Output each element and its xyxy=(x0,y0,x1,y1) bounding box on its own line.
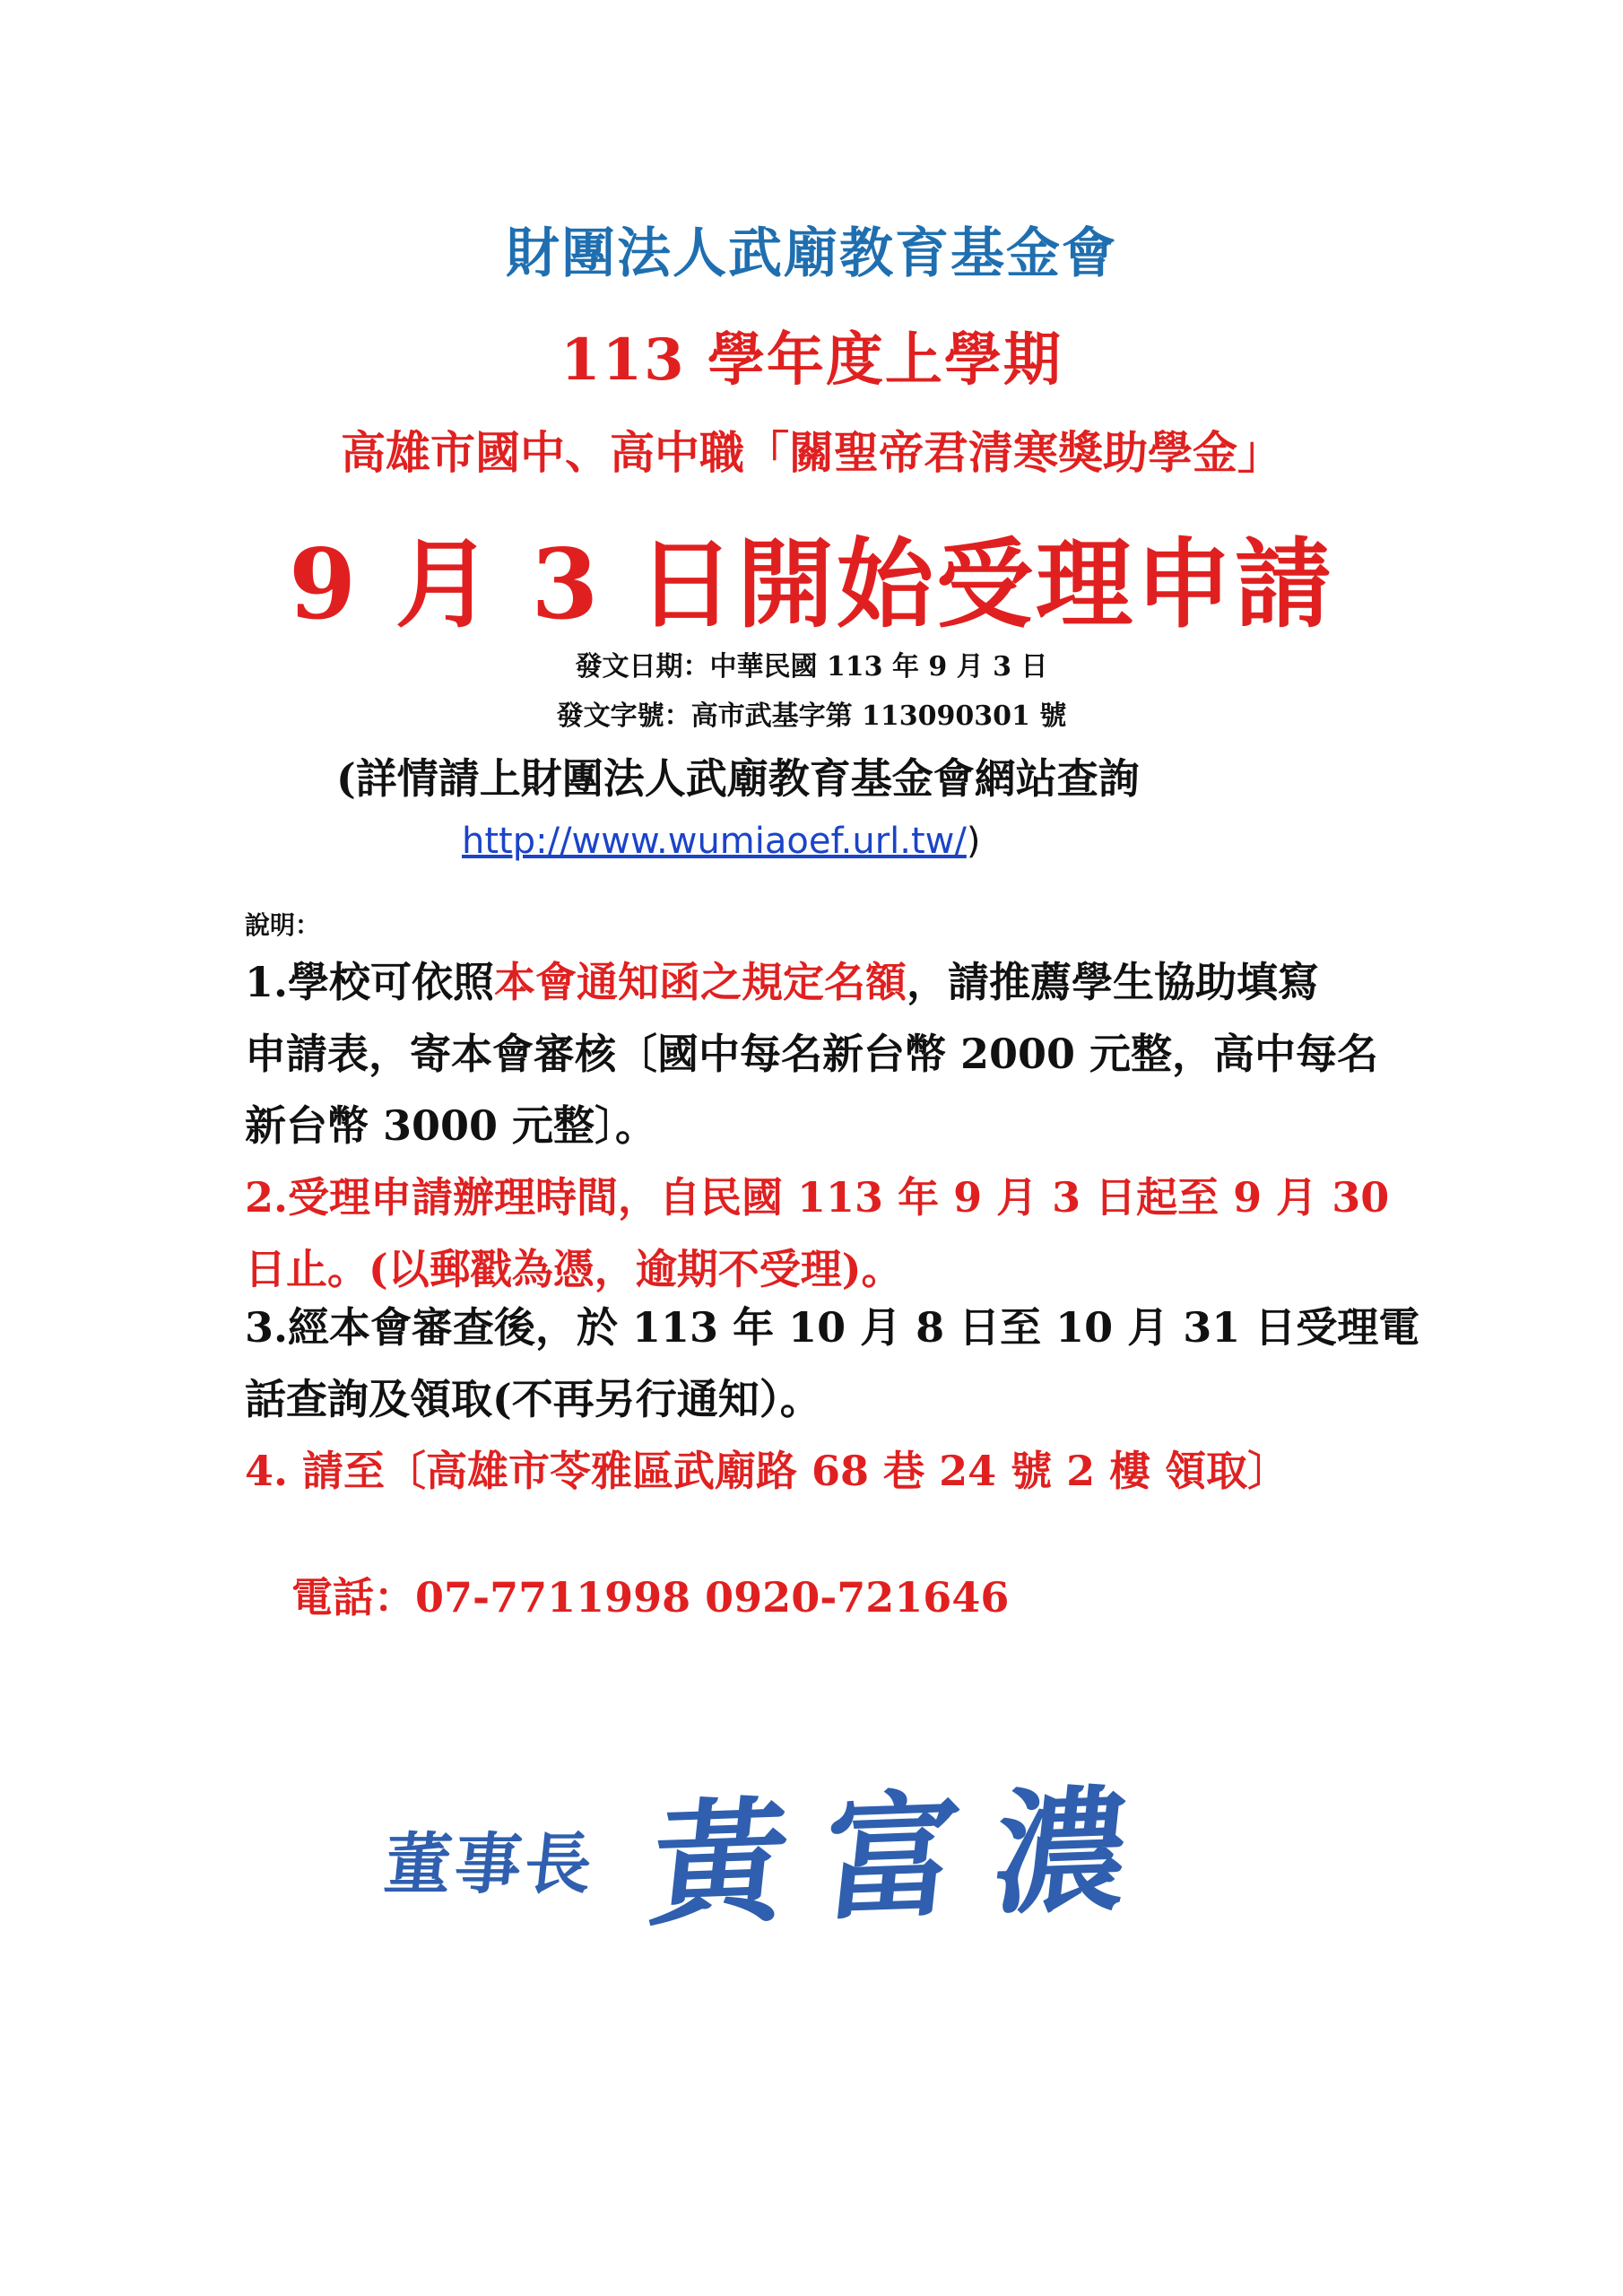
issue-date: 發文日期：中華民國 113 年 9 月 3 日 xyxy=(575,651,1048,683)
organization-title: 財團法人武廟教育基金會 xyxy=(506,222,1117,285)
issue-number: 發文字號：高市武基字第 113090301 號 xyxy=(556,700,1067,732)
item-1-highlight: 本會通知函之規定名額 xyxy=(494,958,907,1006)
item-2-line-1: 2.受理申請辦理時間，自民國 113 年 9 月 3 日起至 9 月 30 xyxy=(245,1173,1390,1222)
item-1-line-1-rest: ，請推薦學生協助填寫 xyxy=(907,958,1320,1006)
application-start-notice: 9 月 3 日開始受理申請 xyxy=(288,528,1335,641)
term-title: 113 學年度上學期 xyxy=(560,326,1063,394)
signature-title: 董事長 xyxy=(380,1826,599,1903)
item-3-line-2: 話查詢及領取(不再另行通知）。 xyxy=(245,1375,821,1423)
chairman-signature xyxy=(380,1749,1193,1955)
contact-phone: 電話：07-7711998 0920-721646 xyxy=(291,1573,1010,1622)
website-closing-paren: ) xyxy=(966,821,981,862)
signature-name: 黃富濃 xyxy=(644,1770,1175,1945)
explanation-item-3 xyxy=(245,1292,1420,1435)
website-note: (詳情請上財團法人武廟教育基金會網站查詢 xyxy=(336,754,1140,803)
website-url-line xyxy=(462,821,980,862)
item-2-line-2: 日止。(以郵戳為憑，逾期不受理)。 xyxy=(245,1245,903,1293)
item-1-line-1 xyxy=(245,946,1410,1018)
website-link[interactable]: http://www.wumiaoef.url.tw/ xyxy=(462,821,967,862)
explanation-item-2 xyxy=(245,1161,1410,1305)
explanation-label: 說明： xyxy=(245,910,321,940)
item-1-line-3: 新台幣 3000 元整〕。 xyxy=(245,1101,657,1150)
item-1-line-2: 申請表，寄本會審核〔國中每名新台幣 2000 元整，高中每名 xyxy=(245,1030,1379,1078)
item-1-prefix: 1.學校可依照 xyxy=(245,958,495,1006)
explanation-item-4 xyxy=(245,1435,1410,1507)
item-4-line-1: 4. 請至〔高雄市苓雅區武廟路 68 巷 24 號 2 樓 領取〕 xyxy=(245,1447,1289,1495)
explanation-item-1 xyxy=(245,946,1410,1161)
scholarship-title: 高雄市國中、高中職「關聖帝君清寒獎助學金」 xyxy=(341,427,1282,479)
item-3-line-1: 3.經本會審查後，於 113 年 10 月 8 日至 10 月 31 日受理電 xyxy=(245,1303,1420,1352)
